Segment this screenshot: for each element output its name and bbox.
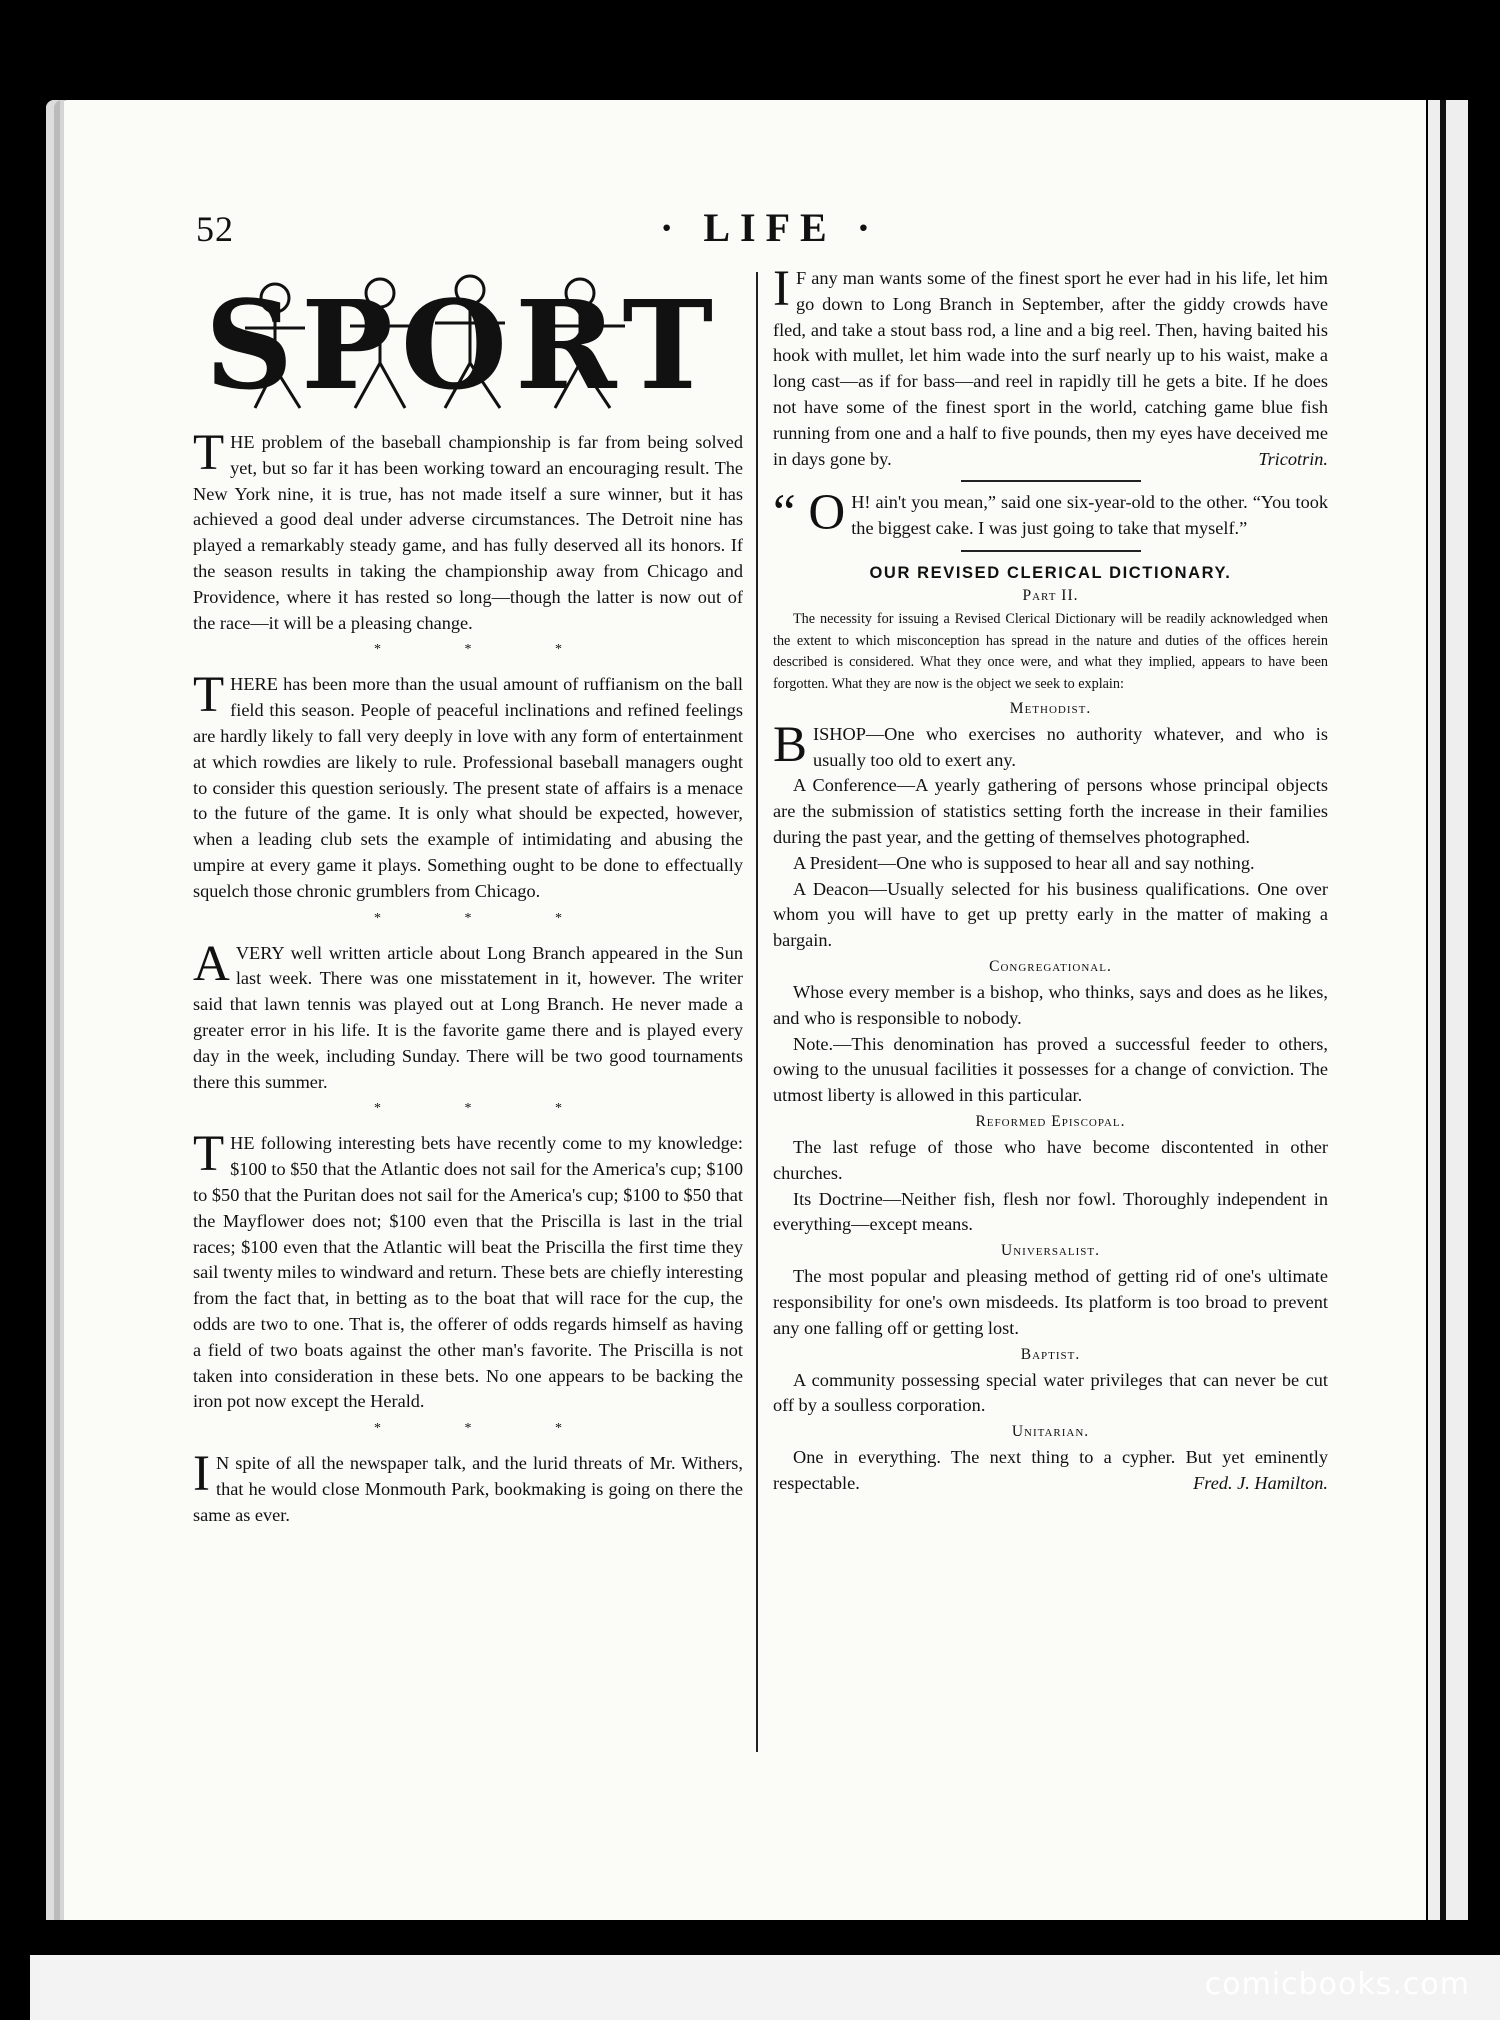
drop-cap: T <box>193 1126 225 1183</box>
baseball-championship-paragraph <box>193 425 743 636</box>
bets-paragraph <box>193 1126 743 1415</box>
bottom-divider <box>0 1940 1500 1954</box>
drop-cap: B <box>773 716 808 773</box>
section-separator: * * * <box>374 1421 602 1437</box>
section-reformed-episcopal: Reformed Episcopal. <box>975 1112 1126 1130</box>
page-number: 52 <box>196 209 234 249</box>
paragraph-text: HERE has been more than the usual amount of ruffianism on the ball field this season. People of peaceful inclinations and refined feelings are hardly likely to fall very deeply in love with any form of entertainment at which rowdies are likely to rule. Professional baseball managers ought to consider this question seriously. The present state of affairs is a menace to the future of the game. It is only what should be expected, however, when a leading club sets the example of intimidating and abusing the umpire at every game it plays. Something ought to be done to effectually squelch those chronic grumblers from Chicago. <box>193 674 743 901</box>
drop-cap: I <box>193 1446 210 1503</box>
reformed-text: The last refuge of those who have become discontented in other churches. <box>773 1136 1328 1183</box>
dictionary-intro: The necessity for issuing a Revised Clerical Dictionary will be readily acknowledged when the extent to which misconception has spread in the nature and duties of the offices herein described is considered. What they once were, and what they implied, appears to have been forgotten. What they are now is the object we seek to explain: <box>773 610 1328 693</box>
universalist-text: The most popular and pleasing method of getting rid of one's ultimate responsibility for one's own misdeeds. Its platform is too broad to prevent any one falling off or getting lost. <box>773 1266 1328 1338</box>
right-column <box>773 261 1328 1497</box>
section-separator: * * * <box>374 642 602 658</box>
magazine-title: · LIFE · <box>660 205 881 250</box>
conference-definition: A Conference—A yearly gathering of persons whose principal objects are the submission of statistics setting forth the increase in their families during the past year, and the getting of themselves photographed. <box>773 775 1328 847</box>
signature: Fred. J. Hamilton. <box>1193 1472 1328 1493</box>
drop-cap: A <box>193 935 230 992</box>
dictionary-title: OUR REVISED CLERICAL DICTIONARY. <box>869 563 1232 582</box>
section-unitarian: Unitarian. <box>1011 1423 1090 1441</box>
signature: Tricotrin. <box>1258 448 1328 469</box>
monmouth-park-paragraph <box>193 1446 743 1528</box>
paragraph-text: H! ain't you mean,” said one six-year-old to the other. “You took the biggest cake. I was just going to take that myself.” <box>851 492 1328 539</box>
ruffianism-paragraph <box>193 667 743 904</box>
drop-cap: T <box>193 667 225 724</box>
section-separator: * * * <box>374 1101 602 1117</box>
six-year-old-paragraph <box>773 485 1328 542</box>
section-universalist: Universalist. <box>1001 1242 1100 1260</box>
column-divider <box>756 272 758 1752</box>
baptist-text: A community possessing special water privileges that can never be cut off by a soulless corporation. <box>773 1369 1328 1416</box>
page-edge <box>1428 100 1468 1920</box>
horizontal-rule <box>961 480 1141 482</box>
congregational-note: Note.—This denomination has proved a successful feeder to others, owing to the unusual facilities it possesses for a change of conviction. The utmost liberty is allowed in this particular. <box>773 1033 1328 1106</box>
paragraph-text: N spite of all the newspaper talk, and the lurid threats of Mr. Withers, that he would close Monmouth Park, bookmaking is going on there the same as ever. <box>193 1453 743 1525</box>
section-methodist: Methodist. <box>1009 699 1092 717</box>
president-definition: A President—One who is supposed to hear all and say nothing. <box>793 852 1255 873</box>
paragraph-text: One in everything. The next thing to a cypher. But yet eminently respectable. <box>773 1447 1328 1493</box>
drop-cap: I <box>773 261 790 317</box>
paragraph-text: F any man wants some of the finest sport he ever had in his life, let him go down to Long Branch in September, after the giddy crowds have fled, and take a stout bass rod, a line and a big reel. Then, having baited his hook with mullet, let him wade into the surf nearly up to his waist, make a long cast—as if for bass—and reel in rapidly till he gets a bite. If he does not have some of the finest sport in the world, catching game blue fish running from one and a half to five pounds, then my eyes have deceived me in days gone by. <box>773 268 1328 469</box>
unitarian-text <box>773 1445 1328 1497</box>
congregational-text: Whose every member is a bishop, who thinks, says and does as he likes, and who is responsible to nobody. <box>773 981 1328 1028</box>
page-edge-shadow <box>1440 100 1446 1920</box>
paragraph-text: ISHOP—One who exercises no authority whatever, and who is usually too old to exert any. <box>813 723 1328 770</box>
fishing-paragraph <box>773 261 1328 472</box>
sport-illustration <box>205 268 745 430</box>
sport-banner-title: SPORT <box>205 273 722 417</box>
dictionary-part: Part II. <box>1022 586 1079 604</box>
horizontal-rule <box>961 550 1141 552</box>
bishop-definition <box>773 716 1328 774</box>
section-separator: * * * <box>374 910 602 926</box>
drop-cap: T <box>193 425 225 481</box>
paragraph-text: HE following interesting bets have recently come to my knowledge: $100 to $50 that the Atlantic does not sail for the America's cup; $100 to $50 that the Puritan does not sail for the America's cup; $100 to $50 that the Mayflower does not; $100 even that the Priscilla is last in the trial races; $100 even that the Atlantic will beat the Priscilla the first time they sail twenty miles to windward and return. These bets are chiefly interesting from the fact that, in betting as to the boat that will race for the cup, the odds are two to one. That is, the offerer of odds regards himself as having a field of two boats against the other man's favorite. The Priscilla is not taken into consideration in these bets. No one appears to be backing the iron pot now except the Herald. <box>193 1133 743 1412</box>
watermark: comicbooks.com <box>1204 1967 1470 2002</box>
binding-shadow <box>60 100 64 1920</box>
section-congregational: Congregational. <box>989 957 1112 975</box>
doctrine-definition: Its Doctrine—Neither fish, flesh nor fowl. Thoroughly independent in everything—except means. <box>773 1188 1328 1235</box>
long-branch-article-paragraph <box>193 935 743 1096</box>
drop-cap: “ O <box>773 485 846 542</box>
section-baptist: Baptist. <box>1020 1345 1081 1363</box>
paragraph-text: VERY well written article about Long Branch appeared in the Sun last week. There was one misstatement in it, however. The writer said that lawn tennis was played out at Long Branch. He never made a greater error in his life. It is the favorite game there and is played every day in the week, including Sunday. There will be two good tournaments there this summer. <box>193 942 743 1092</box>
left-column <box>193 425 743 1528</box>
deacon-definition: A Deacon—Usually selected for his business qualifications. One over whom you will have to get up pretty early in the matter of making a bargain. <box>773 878 1328 951</box>
paragraph-text: HE problem of the baseball championship is far from being solved yet, but so far it has been working toward an encouraging result. The New York nine, it is true, has not made itself a sure winner, but it has achieved a good deal under adverse circumstances. The Detroit nine has played a remarkably steady game, and has fully deserved all its honors. If the season results in taking the championship away from Chicago and Providence, where it has rested so long—though the latter is now out of the race—it will be a pleasing change. <box>193 432 743 633</box>
